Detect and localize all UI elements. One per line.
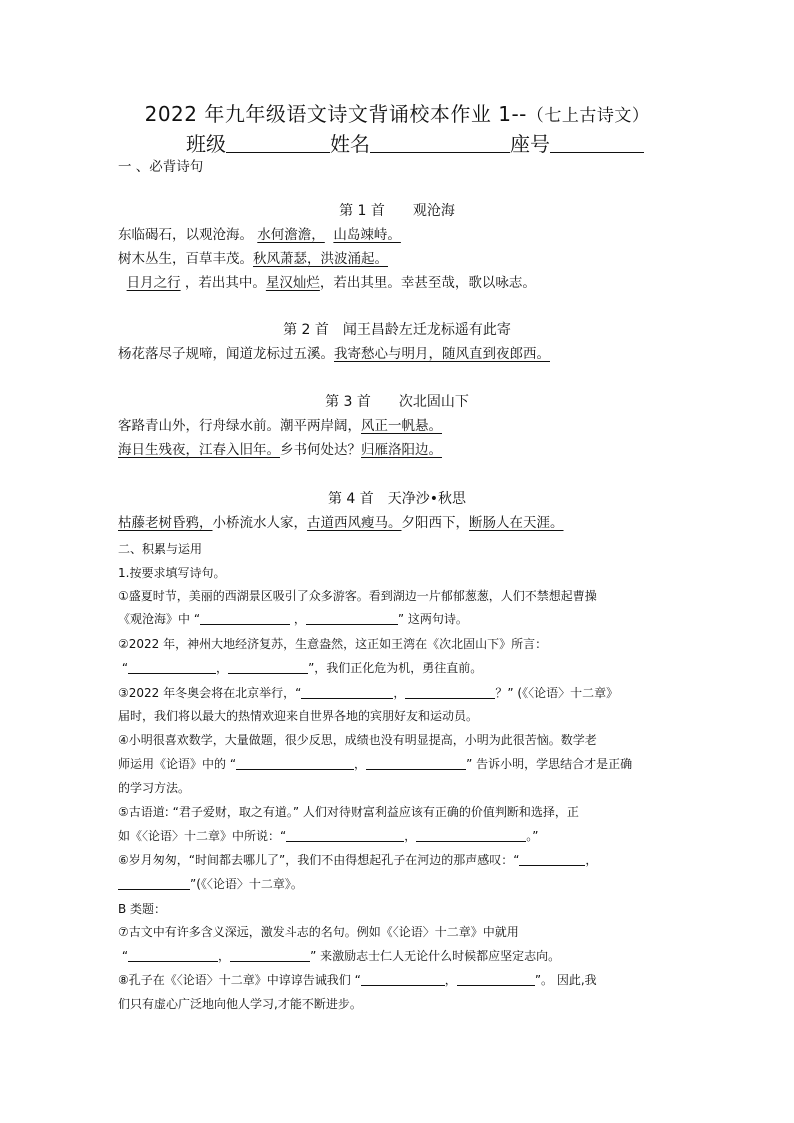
- poem2-heading: 第 2 首 闻王昌龄左迁龙标遥有此寄: [283, 322, 511, 338]
- blank-1b[interactable]: [306, 610, 398, 625]
- name-blank[interactable]: [370, 130, 510, 153]
- blank-1a[interactable]: [200, 610, 290, 625]
- seat-blank[interactable]: [550, 130, 644, 153]
- item-5-line1: ⑤古语道: “君子爱财，取之有道。” 人们对待财富利益应该有正确的价值判断和选择，正: [118, 805, 579, 819]
- class-blank[interactable]: [226, 130, 330, 153]
- blank-5b[interactable]: [416, 827, 526, 842]
- blank-5a[interactable]: [286, 827, 404, 842]
- question-1: 1.按要求填写诗句。: [118, 566, 226, 580]
- item-8-line2: 们只有虚心广泛地向他人学习,才能不断进步。: [118, 997, 362, 1011]
- item-1-line1: ①盛夏时节，美丽的西湖景区吸引了众多游客。看到湖边一片郁郁葱葱，人们不禁想起曹操: [118, 589, 597, 603]
- item-4-line2: 师运用《论语》中的 “ ， ” 告诉小明，学思结合才是正确: [118, 757, 633, 771]
- blank-2b[interactable]: [228, 659, 308, 674]
- blank-8b[interactable]: [457, 971, 535, 986]
- poem4-heading: 第 4 首 天净沙•秋思: [327, 491, 467, 507]
- blank-6b[interactable]: [118, 875, 190, 890]
- blank-3a[interactable]: [301, 684, 393, 699]
- item-2-line2: “ ， ”，我们正化危为机，勇往直前。: [121, 661, 483, 675]
- poem1-line2: 树木丛生，百草丰茂。秋风萧瑟，洪波涌起。: [118, 251, 388, 267]
- student-info-line: [186, 130, 644, 158]
- title-sub: （七上古诗文）: [526, 106, 650, 126]
- blank-7b[interactable]: [230, 947, 310, 962]
- item-4-line1: ④小明很喜欢数学，大量做题，很少反思，成绩也没有明显提高，小明为此很苦恼。数学老: [118, 733, 597, 747]
- blank-3b[interactable]: [405, 684, 495, 699]
- poem3-line2: 海日生残夜，江春入旧年。乡书何处达？归雁洛阳边。: [118, 442, 442, 458]
- seat-label: 座号: [510, 132, 550, 156]
- section2-label: 二、积累与运用: [118, 542, 203, 556]
- item-1-line2: 《观沧海》中 “ ， ” 这两句诗。: [118, 612, 468, 626]
- class-label: 班级: [186, 132, 226, 156]
- item-8-line1: ⑧孔子在《〈论语〉十二章》中谆谆告诫我们 “ ， ”。 因此,我: [118, 973, 597, 987]
- poem3-line1: 客路青山外，行舟绿水前。潮平两岸阔，风正一帆悬。: [118, 418, 442, 434]
- blank-7a[interactable]: [128, 947, 218, 962]
- item-7-line1: ⑦古文中有许多含义深远，激发斗志的名句。例如《〈论语〉十二章》中就用: [118, 925, 519, 939]
- blank-4b[interactable]: [366, 755, 466, 770]
- item-6-line1: ⑥岁月匆匆，“时间都去哪儿了”，我们不由得想起孔子在河边的那声感叹：“ ，: [118, 853, 598, 867]
- poem1-line3: 日月之行 ，若出其中。星汉灿烂，若出其里。幸甚至哉，歌以咏志。: [126, 275, 536, 291]
- poem4-line1: 枯藤老树昏鸦，小桥流水人家，古道西风瘦马。夕阳西下，断肠人在天涯。: [118, 515, 564, 531]
- poem2-line1: 杨花落尽子规啼，闻道龙标过五溪。我寄愁心与明月，随风直到夜郎西。: [118, 346, 550, 362]
- item-4-line3: 的学习方法。: [118, 781, 191, 795]
- poem3-heading: 第 3 首 次北固山下: [325, 394, 469, 410]
- item-2-line1: ②2022 年，神州大地经济复苏，生意盎然，这正如王湾在《次北固山下》所言：: [118, 637, 548, 651]
- name-label: 姓名: [330, 132, 370, 156]
- item-5-line2: 如《〈论语〉十二章》中所说：“ ， 。”: [118, 829, 539, 843]
- blank-4a[interactable]: [236, 755, 354, 770]
- section1-label: 一 、必背诗句: [118, 159, 204, 175]
- page-title: [0, 100, 794, 130]
- item-3-line1: ③2022 年冬奥会将在北京举行，“ ， ？” (《〈论语〉十二章》: [118, 686, 619, 700]
- title-main: 2022 年九年级语文诗文背诵校本作业 1--: [144, 102, 527, 126]
- item-6-line2: ”(《〈论语〉十二章》。: [118, 874, 303, 894]
- poem1-heading: 第 1 首 观沧海: [339, 203, 455, 219]
- blank-8a[interactable]: [361, 971, 445, 986]
- item-7-line2: “ ， ” 来激励志士仁人无论什么时候都应坚定志向。: [121, 949, 561, 963]
- b-type-label: B 类题：: [118, 902, 167, 916]
- blank-6a[interactable]: [519, 851, 585, 866]
- blank-2a[interactable]: [128, 659, 216, 674]
- item-3-line2: 届时，我们将以最大的热情欢迎来自世界各地的宾朋好友和运动员。: [118, 709, 479, 723]
- poem1-line1: 东临碣石，以观沧海。 水何澹澹， 山岛竦峙。: [118, 227, 401, 243]
